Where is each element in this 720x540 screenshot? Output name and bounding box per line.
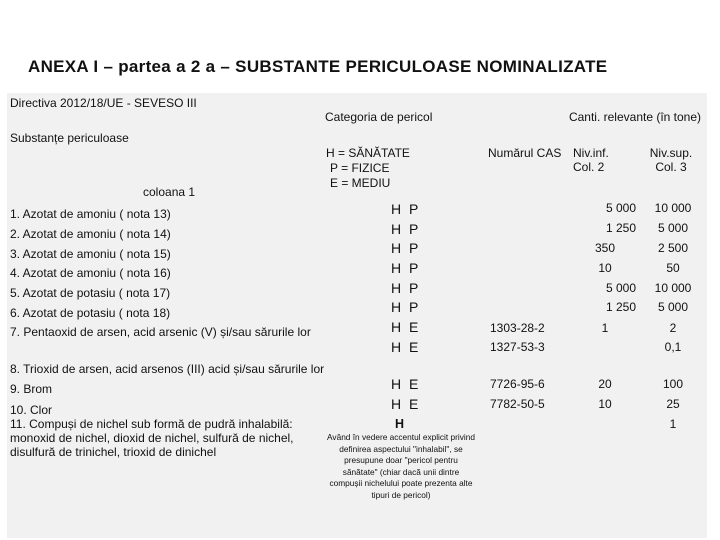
- column1-label: coloana 1: [143, 185, 196, 199]
- upper-tier-value: 50: [666, 261, 680, 275]
- upper-tier-value: 2: [669, 321, 677, 335]
- upper-tier-value: 1: [669, 417, 677, 431]
- cas-number: 7726-95-6: [490, 377, 545, 391]
- cas-header: Numărul CAS: [488, 146, 562, 160]
- hazard-code: H P: [391, 260, 421, 276]
- upper-tier-value: 0,1: [664, 340, 682, 354]
- substance-name: 9. Brom: [10, 382, 53, 396]
- substances-header: Substanțe periculoase: [10, 131, 129, 145]
- cas-number: 7782-50-5: [490, 397, 545, 411]
- upper-tier-value: 25: [666, 397, 680, 411]
- lower-tier-value: 5 000: [605, 281, 636, 295]
- lower-tier-value: 10: [598, 397, 612, 411]
- hazard-code: H P: [391, 280, 421, 296]
- substance-name: 4. Azotat de amoniu ( nota 16): [10, 266, 171, 280]
- substance-name: 1. Azotat de amoniu ( nota 13): [10, 207, 171, 221]
- hazard-code: H E: [391, 376, 421, 392]
- hazard-code: H P: [391, 221, 421, 237]
- hazard-category-header: Categoria de pericol: [325, 110, 433, 124]
- page-title: ANEXA I – partea a 2 a – SUBSTANTE PERICULOASE NOMINALIZATE: [28, 57, 608, 76]
- lower-tier-value: 350: [594, 241, 616, 255]
- cas-number: 1303-28-2: [490, 321, 545, 335]
- substance-name: 6. Azotat de potasiu ( nota 18): [10, 306, 171, 320]
- hazard-code: H: [395, 417, 405, 431]
- upper-tier-value: 2 500: [657, 241, 689, 255]
- lower-tier-value: 1 250: [605, 300, 636, 314]
- hazard-legend-health: H = SĂNĂTATE: [326, 146, 410, 160]
- lower-tier-value: 5 000: [605, 201, 636, 215]
- substance-name: 2. Azotat de amoniu ( nota 14): [10, 227, 171, 241]
- hazard-legend-physical: P = FIZICE: [330, 161, 390, 175]
- hazard-code: H P: [391, 201, 421, 217]
- hazard-code: H E: [391, 396, 421, 412]
- lower-tier-value: 10: [598, 261, 612, 275]
- upper-tier-value: 5 000: [657, 300, 689, 314]
- hazard-code: H P: [391, 299, 421, 315]
- upper-tier-header: Niv.sup. Col. 3: [649, 146, 693, 174]
- lower-tier-value: 20: [598, 377, 612, 391]
- nickel-hazard-note: Având în vedere accentul explicit privind definirea aspectului "inhalabil", se presupune doar "pericol pentru sănătate" (chiar dacă unii dintre compușii nichelului poate prezenta alte tipuri de pericol): [327, 432, 475, 500]
- substance-name: 7. Pentaoxid de arsen, acid arsenic (V) și/sau sărurile lor: [10, 325, 311, 339]
- substance-name: 10. Clor: [10, 403, 53, 417]
- upper-tier-value: 5 000: [657, 221, 689, 235]
- hazard-legend-environment: E = MEDIU: [330, 176, 391, 190]
- upper-tier-value: 10 000: [654, 281, 692, 295]
- lower-tier-header: Niv.inf. Col. 2: [573, 146, 609, 174]
- quantities-header: Canti. relevante (în tone): [568, 110, 702, 124]
- cas-number: 1327-53-3: [490, 340, 545, 354]
- lower-tier-value: 1 250: [605, 221, 636, 235]
- hazard-code: H E: [391, 339, 421, 355]
- directive-label: Directiva 2012/18/UE - SEVESO III: [10, 96, 197, 110]
- lower-tier-value: 1: [601, 321, 609, 335]
- substance-name: 5. Azotat de potasiu ( nota 17): [10, 286, 171, 300]
- substance-name: 8. Trioxid de arsen, acid arsenos (III) acid și/sau sărurile lor: [10, 362, 325, 376]
- substance-name: 3. Azotat de amoniu ( nota 15): [10, 247, 171, 261]
- upper-tier-value: 10 000: [654, 201, 692, 215]
- upper-tier-value: 100: [662, 377, 684, 391]
- hazard-code: H E: [391, 319, 421, 335]
- hazard-code: H P: [391, 240, 421, 256]
- substance-name: 11. Compuși de nichel sub formă de pudră inhalabilă: monoxid de nichel, dioxid de nichel, sulfură de nichel, disulfură de trinichel, trioxid de dinichel: [10, 417, 294, 459]
